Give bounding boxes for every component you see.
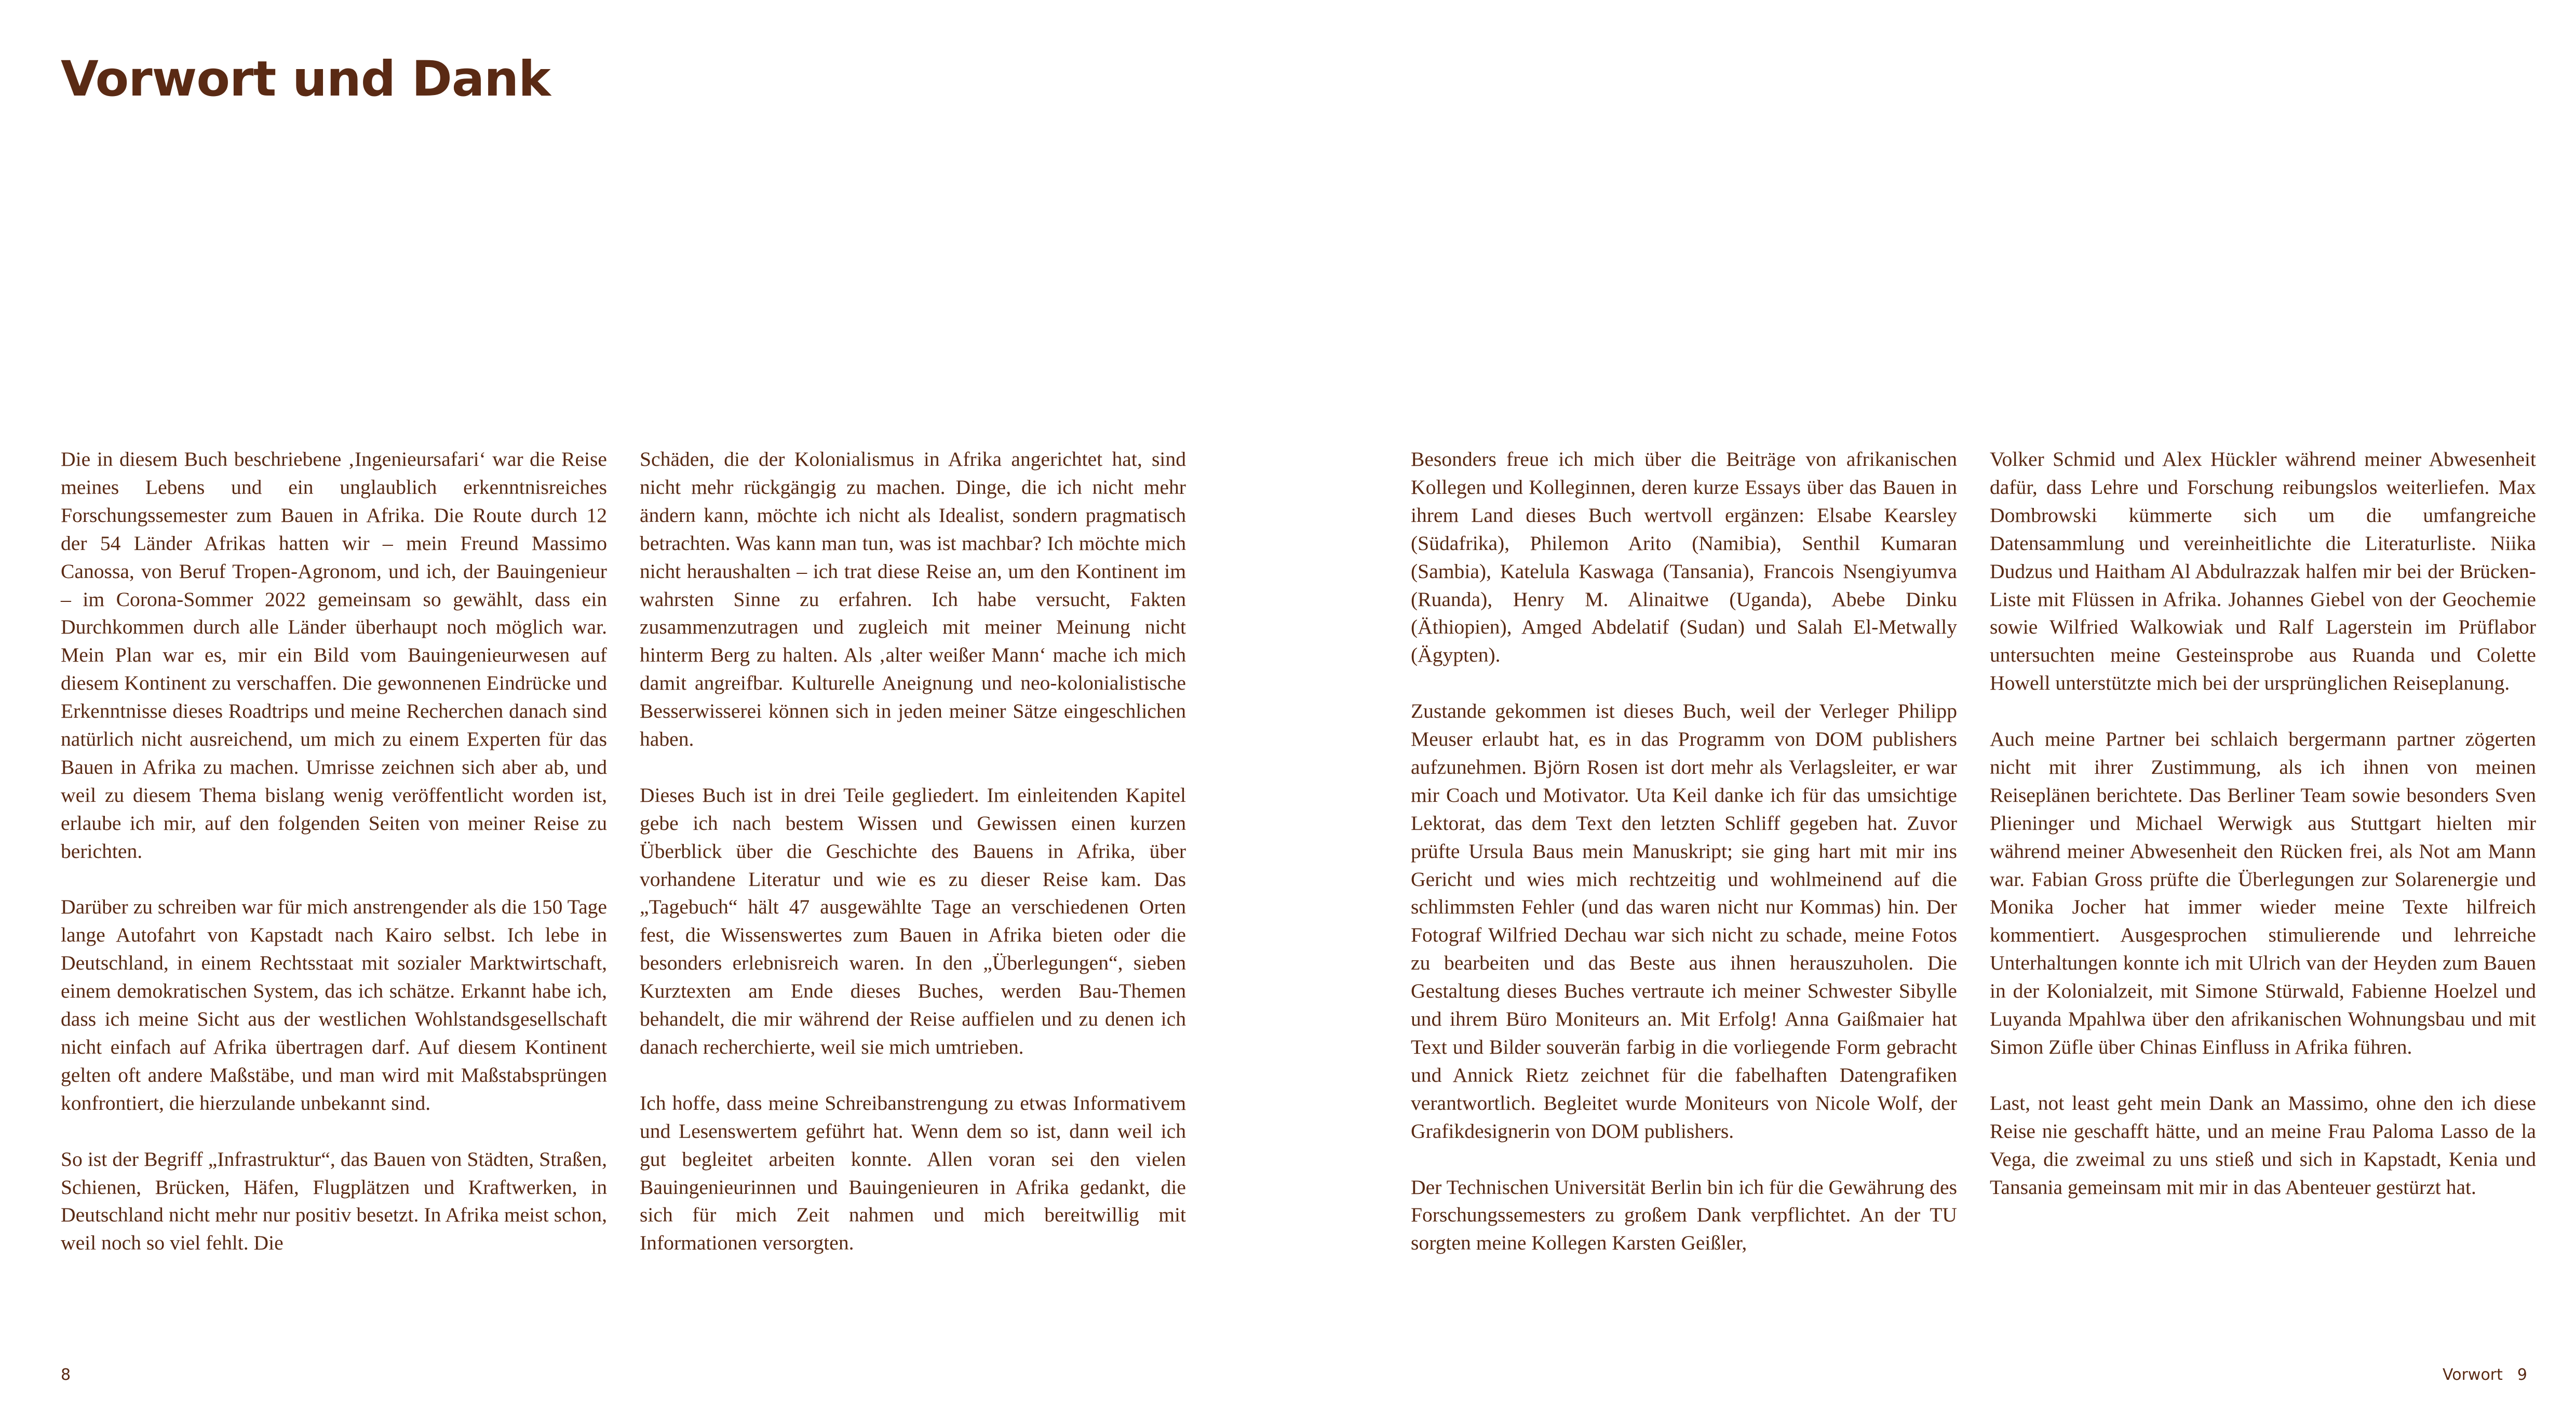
paragraph: Zustande gekommen ist dieses Buch, weil der Verleger Philipp Meuser erlaubt hat, es in das Programm von DOM publishers aufzunehmen. Björn Rosen ist dort mehr als Verlagsleiter, er war mir Coach und Motivator. Uta Keil danke ich für das umsichtige Lektorat, das dem Text den letzten Schliff gegeben hat. Zuvor prüfte Ursula Baus mein Manuskript; sie ging hart mit mir ins Gericht und wies mich rechtzeitig und wohlmeinend auf die schlimmsten Fehler (und das waren nicht nur Kommas) hin. Der Fotograf Wilfried Dechau war sich nicht zu schade, meine Fotos zu bearbeiten und das Beste aus ihnen herauszuholen. Die Gestaltung dieses Buches vertraute ich meiner Schwester Sibylle und ihrem Büro Moniteurs an. Mit Erfolg! Anna Gaißmaier hat Text und Bilder souverän farbig in die vorliegende Form gebracht und Annick Rietz zeichnet für die fabelhaften Datengrafiken verantwortlich. Begleitet wurde Moniteurs von Nicole Wolf, der Grafikdesignerin von DOM publishers. (1411, 700, 1957, 1143)
text-column-3 (1411, 446, 1957, 1257)
paragraph: Ich hoffe, dass meine Schreibanstrengung zu etwas Informativem und Lesenswertem geführt hat. Wenn dem so ist, dann weil ich gut begleitet arbeiten konnte. Allen voran sei den vielen Bauingenieurinnen und Bauingenieuren in Afrika gedankt, die sich für mich Zeit nahmen und mich bereitwillig mit Informationen versorgten. (640, 1091, 1186, 1255)
paragraph: Schäden, die der Kolonialismus in Afrika angerichtet hat, sind nicht mehr rückgängig zu machen. Dinge, die ich nicht mehr ändern kann, möchte ich nicht als Idealist, sondern pragmatisch betrachten. Was kann man tun, was ist machbar? Ich möchte mich nicht heraushalten – ich trat diese Reise an, um den Kontinent im wahrsten Sinne zu erfahren. Ich habe versucht, Fakten zusammenzutragen und zugleich mit meiner Meinung nicht hinterm Berg zu halten. Als ‚alter weißer Mann‘ mache ich mich damit angreifbar. Kulturelle Aneignung und neo-kolonialistische Besserwisserei können sich in jeden meiner Sätze eingeschlichen haben. (640, 448, 1186, 751)
paragraph: So ist der Begriff „Infrastruktur“, das Bauen von Städten, Straßen, Schienen, Brücken, Häfen, Flugplätzen und Kraftwerken, in Deutschland nicht mehr nur positiv besetzt. In Afrika meist schon, weil noch so viel fehlt. Die (61, 1147, 607, 1255)
paragraph: Volker Schmid und Alex Hückler während meiner Abwesenheit dafür, dass Lehre und Forschung reibungslos weiterliefen. Max Dombrowski kümmerte sich um die umfangreiche Datensammlung und vereinheitlichte die Literaturliste. Niika Dudzus und Haitham Al Abdulrazzak halfen mir bei der Brücken-Liste mit Flüssen in Afrika. Johannes Giebel von der Geochemie sowie Wilfried Walkowiak und Ralf Lagerstein im Prüflabor untersuchten meine Gesteinsprobe aus Ruanda und Colette Howell unterstützte mich bei der ursprünglichen Reiseplanung. (1990, 448, 2536, 695)
running-section-title: Vorwort (2443, 1366, 2503, 1384)
paragraph: Auch meine Partner bei schlaich bergermann partner zögerten nicht mit ihrer Zustimmung, als ich ihnen von meinen Reiseplänen berichtete. Das Berliner Team sowie besonders Sven Plieninger und Michael Werwigk aus Stuttgart hielten mir während meiner Abwesenheit den Rücken frei, als Not am Mann war. Fabian Gross prüfte die Überlegungen zur Solarenergie und Monika Jocher hat immer wieder meine Texte hilfreich kommentiert. Ausgesprochen stimulierende und lehrreiche Unterhaltungen konnte ich mit Ulrich van der Heyden zum Bauen in der Kolonialzeit, mit Simone Stürwald, Fabienne Hoelzel und Luyanda Mpahlwa über den afrikanischen Wohnungsbau und mit Simon Züfle über Chinas Einfluss in Afrika führen. (1990, 728, 2536, 1059)
paragraph: Last, not least geht mein Dank an Massimo, ohne den ich diese Reise nie geschafft hätte, und an meine Frau Paloma Lasso de la Vega, die zweimal zu uns stieß und sich in Kapstadt, Kenia und Tansania gemeinsam mit mir in das Abenteuer gestürzt hat. (1990, 1091, 2536, 1199)
page-title: Vorwort und Dank (61, 51, 550, 107)
text-column-4 (1990, 446, 2536, 1201)
right-folio (2443, 1366, 2527, 1384)
paragraph: Darüber zu schreiben war für mich anstrengender als die 150 Tage lange Autofahrt von Kapstadt nach Kairo selbst. Ich lebe in Deutschland, in einem Rechtsstaat mit sozialer Marktwirtschaft, einem demokratischen System, das ich schätze. Erkannt habe ich, dass ich meine Sicht aus der westlichen Wohlstandsgesellschaft nicht einfach auf Afrika übertragen darf. Auf diesem Kontinent gelten oft andere Maßstäbe, und man wird mit Maßstabsprüngen konfrontiert, die hierzulande unbekannt sind. (61, 895, 607, 1114)
left-page-number: 8 (61, 1366, 71, 1384)
right-page-number: 9 (2517, 1366, 2527, 1384)
paragraph: Der Technischen Universität Berlin bin ich für die Gewährung des Forschungssemesters zu großem Dank verpflichtet. An der TU sorgten meine Kollegen Karsten Geißler, (1411, 1175, 1957, 1255)
paragraph: Die in diesem Buch beschriebene ‚Ingenieursafari‘ war die Reise meines Lebens und ein unglaublich erkenntnisreiches Forschungssemester zum Bauen in Afrika. Die Route durch 12 der 54 Länder Afrikas hatten wir – mein Freund Massimo Canossa, von Beruf Tropen-Agronom, und ich, der Bauingenieur – im Corona-Sommer 2022 gemeinsam so gewählt, dass ein Durchkommen durch alle Länder überhaupt noch möglich war. Mein Plan war es, mir ein Bild vom Bauingenieurwesen auf diesem Kontinent zu verschaffen. Die gewonnenen Eindrücke und Erkenntnisse dieses Roadtrips und meine Recherchen danach sind natürlich nicht ausreichend, um mich zu einem Experten für das Bauen in Afrika zu machen. Umrisse zeichnen sich aber ab, und weil zu diesem Thema bislang wenig veröffentlicht worden ist, erlaube ich mir, auf den folgenden Seiten von meiner Reise zu berichten. (61, 448, 607, 863)
paragraph: Besonders freue ich mich über die Beiträge von afrikanischen Kollegen und Kolleginnen, deren kurze Essays über das Bauen in ihrem Land dieses Buch wertvoll ergänzen: Elsabe Kearsley (Südafrika), Philemon Arito (Namibia), Senthil Kumaran (Sambia), Katelula Kaswaga (Tansania), Francois Nsengiyumva (Ruanda), Henry M. Alinaitwe (Uganda), Abebe Dinku (Äthiopien), Amged Abdelatif (Sudan) und Salah El-Metwally (Ägypten). (1411, 448, 1957, 667)
text-column-1 (61, 446, 607, 1257)
paragraph: Dieses Buch ist in drei Teile gegliedert. Im einleitenden Kapitel gebe ich nach bestem Wissen und Gewissen einen kurzen Überblick über die Geschichte des Bauens in Afrika, über vorhandene Literatur und wie es zu dieser Reise kam. Das „Tagebuch“ hält 47 ausgewählte Tage an verschiedenen Orten fest, die Wissenswertes zum Bauen in Afrika bieten oder die besonders erlebnisreich waren. In den „Überlegungen“, sieben Kurztexten am Ende dieses Buches, werden Bau-Themen behandelt, die mir während der Reise auffielen und zu denen ich danach recherchierte, weil sie mich umtrieben. (640, 783, 1186, 1059)
text-column-2 (640, 446, 1186, 1257)
